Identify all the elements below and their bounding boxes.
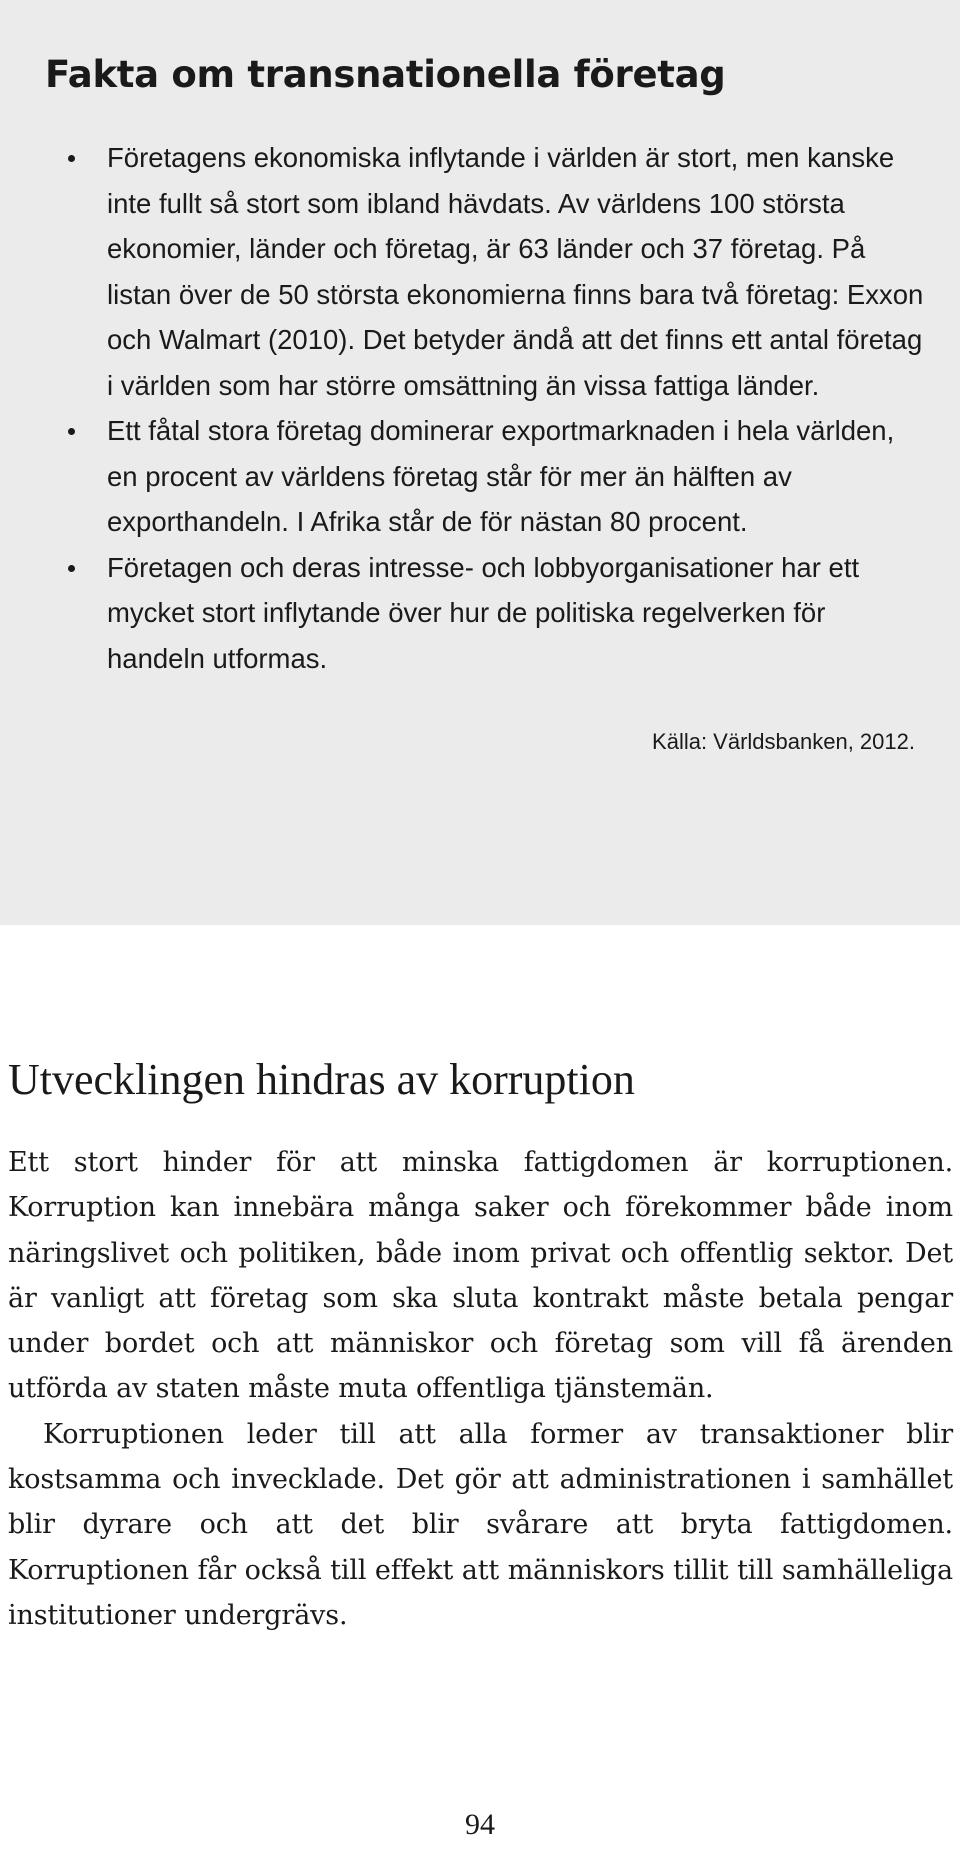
fact-list: [45, 135, 925, 681]
section-heading: Utvecklingen hindras av korruption: [8, 1055, 635, 1104]
article-section: [8, 1050, 953, 1638]
body-paragraph: Korruptionen leder till att alla former av transaktioner blir kostsamma och invecklade. Det gör att administrationen i samhället blir dyrare och att det blir svårare att bryta fattigdomen. Korruptionen får också till effekt att människors tillit till samhälleliga institutioner undergrävs.: [8, 1418, 953, 1631]
fact-list-item: Ett fåtal stora företag dominerar exportmarknaden i hela världen, en procent av världens företag står för mer än hälften av exporthandeln. I Afrika står de för nästan 80 procent.: [45, 408, 925, 545]
fact-list-item: Företagen och deras intresse- och lobbyorganisationer har ett mycket stort inflytande över hur de politiska regelverken för handeln utformas.: [45, 545, 925, 682]
fact-box-title: Fakta om transnationella företag: [45, 53, 726, 96]
fact-list-item: Företagens ekonomiska inflytande i världen är stort, men kanske inte fullt så stort som ibland hävdats. Av världens 100 största ekonomier, länder och företag, är 63 länder och 37 företag. På listan över de 50 största ekonomierna finns bara två företag: Exxon och Walmart (2010). Det betyder ändå att det finns ett antal företag i världen som har större omsättning än vissa fattiga länder.: [45, 135, 925, 408]
source-citation: Källa: Världsbanken, 2012.: [652, 729, 915, 754]
body-paragraph: Ett stort hinder för att minska fattigdomen är korruptionen. Korruption kan innebära många saker och förekommer både inom näringslivet och politiken, både inom privat och offentlig sektor. Det är vanligt att företag som ska sluta kontrakt måste betala pengar under bordet och att människor och företag som vill få ärenden utförda av staten måste muta offentliga tjänstemän.: [8, 1147, 953, 1405]
page-number: 94: [465, 1808, 495, 1841]
fact-box-content: [45, 45, 925, 755]
fact-box: [0, 0, 960, 925]
